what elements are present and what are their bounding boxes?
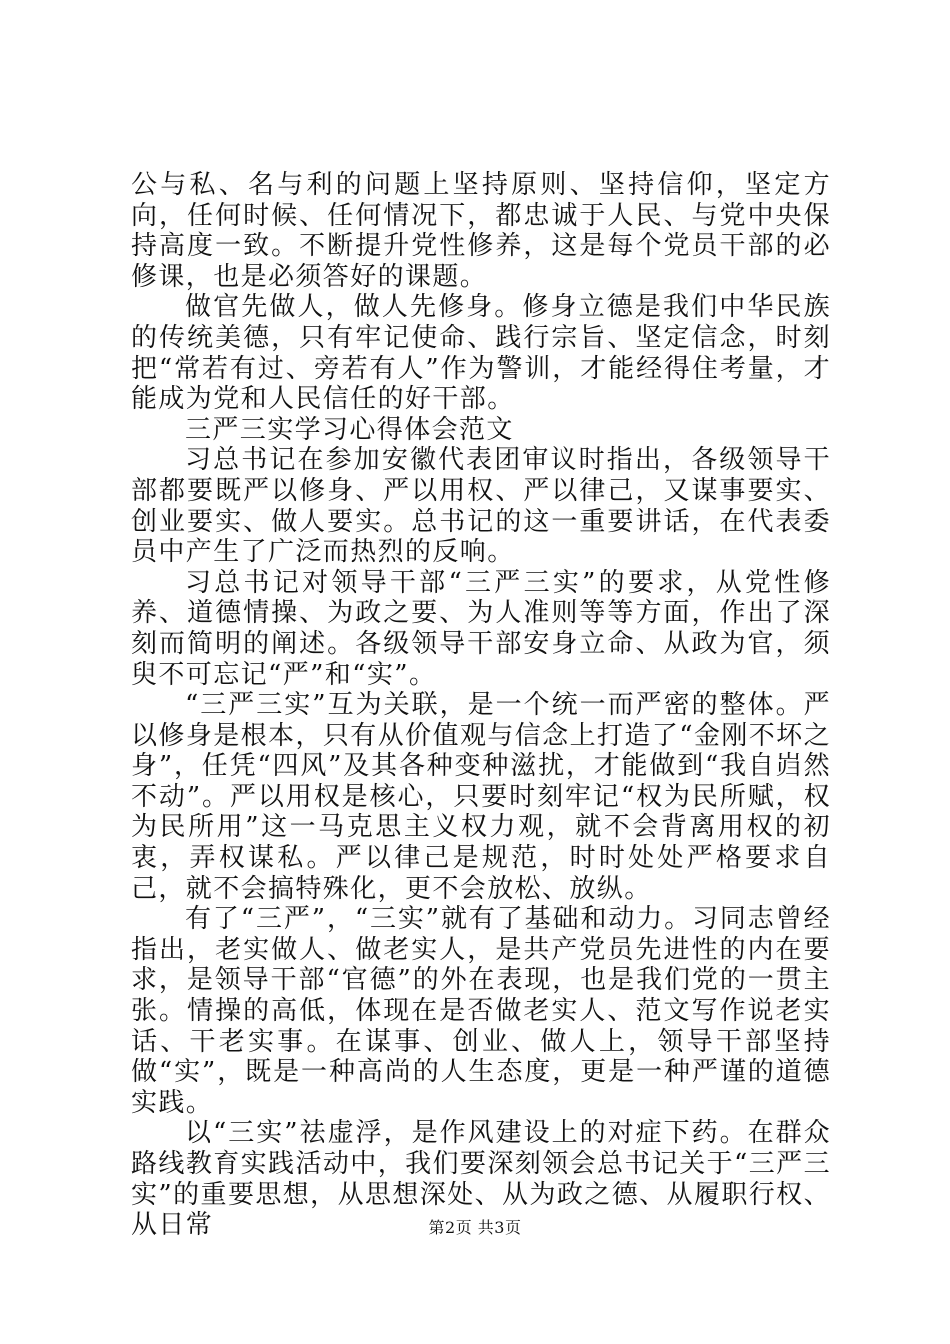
- paragraph-7: 以“三实”祛虚浮，是作风建设上的对症下药。在群众路线教育实践活动中，我们要深刻领会总书记关于“三严三实”的重要思想，从思想深处、从为政之德、从履职行权、从日常: [131, 1118, 831, 1241]
- paragraph-4: 习总书记对领导干部“三严三实”的要求，从党性修养、道德情操、为政之要、为人准则等等方面，作出了深刻而简明的阐述。各级领导干部安身立命、从政为官，须臾不可忘记“严”和“实”。: [131, 567, 831, 690]
- document-body: [131, 170, 831, 1241]
- paragraph-3: 习总书记在参加安徽代表团审议时指出，各级领导干部都要既严以修身、严以用权、严以律己，又谋事要实、创业要实、做人要实。总书记的这一重要讲话，在代表委员中产生了广泛而热烈的反响。: [131, 445, 831, 568]
- section-heading: 三严三实学习心得体会范文: [185, 414, 514, 445]
- paragraph-2: 做官先做人，做人先修身。修身立德是我们中华民族的传统美德，只有牢记使命、践行宗旨、坚定信念，时刻把“常若有过、旁若有人”作为警训，才能经得住考量，才能成为党和人民信任的好干部。: [131, 292, 831, 415]
- paragraph-1: 公与私、名与利的问题上坚持原则、坚持信仰，坚定方向，任何时候、任何情况下，都忠诚于人民、与党中央保持高度一致。不断提升党性修养，这是每个党员干部的必修课，也是必须答好的课题。: [131, 170, 831, 292]
- paragraph-5: “三严三实”互为关联，是一个统一而严密的整体。严以修身是根本，只有从价值观与信念上打造了“金刚不坏之身”，任凭“四风”及其各种变种滋扰，才能做到“我自岿然不动”。严以用权是核心，只要时刻牢记“权为民所赋，权为民所用”这一马克思主义权力观，就不会背离用权的初衷，弄权谋私。严以律己是规范，时时处处严格要求自己，就不会搞特殊化，更不会放松、放纵。: [131, 690, 831, 904]
- page-number-label: 第2页 共3页: [428, 1218, 522, 1237]
- page-footer: [0, 1215, 950, 1238]
- paragraph-6: 有了“三严”，“三实”就有了基础和动力。习同志曾经指出，老实做人、做老实人，是共产党员先进性的内在要求，是领导干部“官德”的外在表现，也是我们党的一贯主张。情操的高低，体现在是否做老实人、范文写作说老实话、干老实事。在谋事、创业、做人上，领导干部坚持做“实”，既是一种高尚的人生态度，更是一种严谨的道德实践。: [131, 904, 831, 1118]
